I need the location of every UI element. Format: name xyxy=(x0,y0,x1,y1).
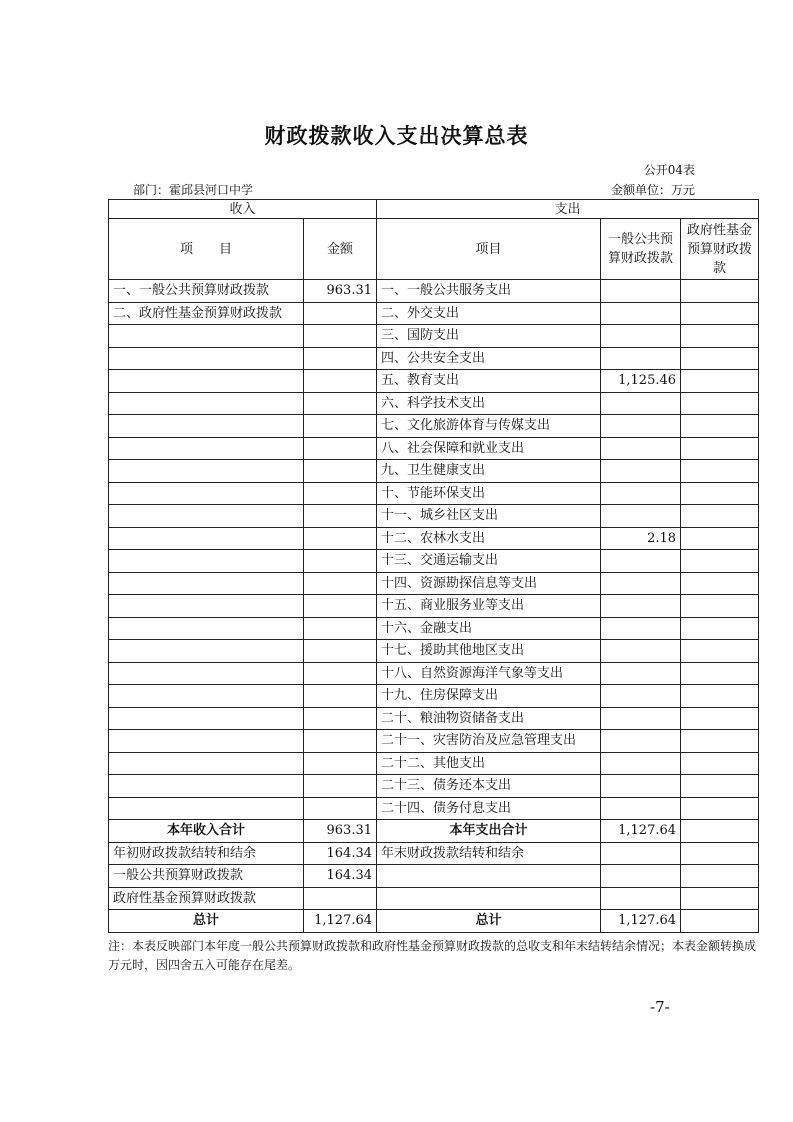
expense-item-cell: 十八、自然资源海洋气象等支出 xyxy=(377,662,601,685)
table-code: 公开04表 xyxy=(643,163,695,177)
income-amount-cell xyxy=(304,460,377,483)
carry-fund-value xyxy=(304,887,377,910)
income-amount-cell xyxy=(304,730,377,753)
expense-item-cell: 二十一、灾害防治及应急管理支出 xyxy=(377,730,601,753)
carry-general-label: 一般公共预算财政拨款 xyxy=(109,865,304,888)
income-total-label: 本年收入合计 xyxy=(109,820,304,843)
general-amount-cell xyxy=(601,280,681,303)
income-amount-cell xyxy=(304,527,377,550)
general-amount-cell xyxy=(601,730,681,753)
page-title: 财政拨款收入支出决算总表 xyxy=(264,123,529,148)
general-amount-cell xyxy=(601,550,681,573)
income-amount-cell xyxy=(304,662,377,685)
income-amount-cell xyxy=(304,415,377,438)
empty-cell xyxy=(377,865,601,888)
expense-item-cell: 一、一般公共服务支出 xyxy=(377,280,601,303)
column-header-row xyxy=(109,219,759,280)
section-header-row xyxy=(109,200,759,219)
table-row xyxy=(109,550,759,573)
general-amount-cell xyxy=(601,325,681,348)
general-amount-cell xyxy=(601,595,681,618)
income-total-value: 963.31 xyxy=(304,820,377,843)
table-row xyxy=(109,572,759,595)
general-amount-cell xyxy=(601,752,681,775)
table-row xyxy=(109,370,759,393)
fund-amount-cell xyxy=(681,617,759,640)
table-row xyxy=(109,460,759,483)
expense-total-fund xyxy=(681,820,759,843)
fund-amount-cell xyxy=(681,460,759,483)
general-amount-cell xyxy=(601,505,681,528)
general-amount-cell xyxy=(601,640,681,663)
general-amount-cell xyxy=(601,572,681,595)
income-amount-cell xyxy=(304,775,377,798)
table-row xyxy=(109,685,759,708)
income-item-cell xyxy=(109,617,304,640)
carry-end-fund xyxy=(681,842,759,865)
income-amount-cell xyxy=(304,505,377,528)
fund-amount-cell xyxy=(681,527,759,550)
empty-cell xyxy=(377,887,601,910)
carry-begin-row xyxy=(109,842,759,865)
table-row xyxy=(109,662,759,685)
income-amount-cell: 963.31 xyxy=(304,280,377,303)
income-item-cell xyxy=(109,662,304,685)
fund-amount-cell xyxy=(681,730,759,753)
income-item-cell xyxy=(109,415,304,438)
table-row xyxy=(109,280,759,303)
general-amount-cell xyxy=(601,482,681,505)
carry-fund-row xyxy=(109,887,759,910)
expense-item-cell: 二、外交支出 xyxy=(377,302,601,325)
table-row xyxy=(109,437,759,460)
expense-item-cell: 十、节能环保支出 xyxy=(377,482,601,505)
unit-label: 金额单位：万元 xyxy=(610,183,695,197)
general-amount-cell xyxy=(601,460,681,483)
fund-amount-cell xyxy=(681,550,759,573)
income-item-cell xyxy=(109,685,304,708)
table-row xyxy=(109,640,759,663)
general-amount-cell xyxy=(601,685,681,708)
expense-item-cell: 七、文化旅游体育与传媒支出 xyxy=(377,415,601,438)
general-amount-cell: 2.18 xyxy=(601,527,681,550)
carry-begin-value: 164.34 xyxy=(304,842,377,865)
grand-income-label: 总计 xyxy=(109,910,304,933)
income-item-cell xyxy=(109,347,304,370)
expense-item-cell: 十六、金融支出 xyxy=(377,617,601,640)
income-item-cell xyxy=(109,775,304,798)
general-amount-cell xyxy=(601,415,681,438)
carry-begin-label: 年初财政拨款结转和结余 xyxy=(109,842,304,865)
expense-total-label: 本年支出合计 xyxy=(377,820,601,843)
income-amount-header: 金额 xyxy=(304,219,377,280)
fund-amount-cell xyxy=(681,572,759,595)
general-amount-cell xyxy=(601,302,681,325)
fund-amount-cell xyxy=(681,347,759,370)
expense-item-cell: 十九、住房保障支出 xyxy=(377,685,601,708)
expense-item-cell: 九、卫生健康支出 xyxy=(377,460,601,483)
table-row xyxy=(109,617,759,640)
income-amount-cell xyxy=(304,595,377,618)
income-amount-cell xyxy=(304,347,377,370)
fund-amount-cell xyxy=(681,595,759,618)
fund-amount-cell xyxy=(681,370,759,393)
income-section-header: 收入 xyxy=(109,200,377,219)
expense-item-cell: 二十二、其他支出 xyxy=(377,752,601,775)
table-row xyxy=(109,595,759,618)
table-row xyxy=(109,415,759,438)
income-amount-cell xyxy=(304,437,377,460)
fund-amount-cell xyxy=(681,415,759,438)
table-row xyxy=(109,505,759,528)
fund-amount-cell xyxy=(681,662,759,685)
fund-amount-cell xyxy=(681,797,759,820)
income-amount-cell xyxy=(304,797,377,820)
expense-item-cell: 八、社会保障和就业支出 xyxy=(377,437,601,460)
expense-item-cell: 二十四、债务付息支出 xyxy=(377,797,601,820)
income-item-cell xyxy=(109,752,304,775)
income-amount-cell xyxy=(304,392,377,415)
income-item-cell: 二、政府性基金预算财政拨款 xyxy=(109,302,304,325)
general-amount-cell xyxy=(601,437,681,460)
table-row xyxy=(109,527,759,550)
income-amount-cell xyxy=(304,685,377,708)
table-row xyxy=(109,347,759,370)
expense-item-cell: 五、教育支出 xyxy=(377,370,601,393)
income-item-cell xyxy=(109,482,304,505)
income-item-cell xyxy=(109,392,304,415)
grand-expense-fund xyxy=(681,910,759,933)
empty-cell xyxy=(601,887,681,910)
page-number: -7- xyxy=(650,998,670,1016)
budget-table xyxy=(108,199,759,933)
table-row xyxy=(109,730,759,753)
income-item-cell xyxy=(109,707,304,730)
expense-item-cell: 十四、资源勘探信息等支出 xyxy=(377,572,601,595)
table-row xyxy=(109,797,759,820)
table-row xyxy=(109,325,759,348)
department-label: 部门：霍邱县河口中学 xyxy=(133,183,254,197)
expense-section-header: 支出 xyxy=(377,200,759,219)
carry-general-row xyxy=(109,865,759,888)
income-amount-cell xyxy=(304,707,377,730)
income-item-cell xyxy=(109,595,304,618)
general-budget-header: 一般公共预算财政拨款 xyxy=(601,219,681,280)
table-row xyxy=(109,482,759,505)
income-item-cell xyxy=(109,797,304,820)
table-row xyxy=(109,392,759,415)
empty-cell xyxy=(681,887,759,910)
fund-amount-cell xyxy=(681,437,759,460)
income-item-cell xyxy=(109,325,304,348)
fund-amount-cell xyxy=(681,325,759,348)
footnote: 注：本表反映部门本年度一般公共预算财政拨款和政府性基金预算财政拨款的总收支和年末结转结余情况；本表金额转换成万元时，因四舍五入可能存在尾差。 xyxy=(108,939,757,972)
general-amount-cell: 1,125.46 xyxy=(601,370,681,393)
table-row xyxy=(109,707,759,730)
income-item-cell xyxy=(109,730,304,753)
fund-amount-cell xyxy=(681,685,759,708)
expense-total-general: 1,127.64 xyxy=(601,820,681,843)
expense-item-cell: 十一、城乡社区支出 xyxy=(377,505,601,528)
total-row xyxy=(109,820,759,843)
expense-item-cell: 十三、交通运输支出 xyxy=(377,550,601,573)
income-amount-cell xyxy=(304,325,377,348)
fund-amount-cell xyxy=(681,280,759,303)
income-amount-cell xyxy=(304,482,377,505)
fund-amount-cell xyxy=(681,775,759,798)
fund-amount-cell xyxy=(681,482,759,505)
income-amount-cell xyxy=(304,302,377,325)
expense-item-cell: 十二、农林水支出 xyxy=(377,527,601,550)
expense-item-cell: 十七、援助其他地区支出 xyxy=(377,640,601,663)
table-row xyxy=(109,302,759,325)
income-amount-cell xyxy=(304,550,377,573)
income-amount-cell xyxy=(304,572,377,595)
grand-total-row xyxy=(109,910,759,933)
carry-end-general xyxy=(601,842,681,865)
income-item-cell: 一、一般公共预算财政拨款 xyxy=(109,280,304,303)
fund-budget-header: 政府性基金预算财政拨款 xyxy=(681,219,759,280)
carry-fund-label: 政府性基金预算财政拨款 xyxy=(109,887,304,910)
general-amount-cell xyxy=(601,797,681,820)
expense-item-cell: 二十三、债务还本支出 xyxy=(377,775,601,798)
expense-item-header: 项目 xyxy=(377,219,601,280)
general-amount-cell xyxy=(601,347,681,370)
income-item-cell xyxy=(109,550,304,573)
general-amount-cell xyxy=(601,775,681,798)
income-amount-cell xyxy=(304,752,377,775)
empty-cell xyxy=(601,865,681,888)
income-item-cell xyxy=(109,572,304,595)
general-amount-cell xyxy=(601,707,681,730)
income-item-cell xyxy=(109,370,304,393)
income-item-cell xyxy=(109,437,304,460)
grand-expense-label: 总计 xyxy=(377,910,601,933)
general-amount-cell xyxy=(601,617,681,640)
income-amount-cell xyxy=(304,640,377,663)
table-row xyxy=(109,752,759,775)
general-amount-cell xyxy=(601,392,681,415)
income-item-cell xyxy=(109,640,304,663)
expense-item-cell: 二十、粮油物资储备支出 xyxy=(377,707,601,730)
income-item-header: 项 目 xyxy=(109,219,304,280)
expense-item-cell: 四、公共安全支出 xyxy=(377,347,601,370)
fund-amount-cell xyxy=(681,392,759,415)
expense-item-cell: 三、国防支出 xyxy=(377,325,601,348)
table-row xyxy=(109,775,759,798)
grand-income-value: 1,127.64 xyxy=(304,910,377,933)
empty-cell xyxy=(681,865,759,888)
fund-amount-cell xyxy=(681,707,759,730)
carry-end-label: 年末财政拨款结转和结余 xyxy=(377,842,601,865)
fund-amount-cell xyxy=(681,505,759,528)
income-item-cell xyxy=(109,460,304,483)
income-amount-cell xyxy=(304,370,377,393)
grand-expense-value: 1,127.64 xyxy=(601,910,681,933)
income-amount-cell xyxy=(304,617,377,640)
fund-amount-cell xyxy=(681,640,759,663)
fund-amount-cell xyxy=(681,302,759,325)
expense-item-cell: 六、科学技术支出 xyxy=(377,392,601,415)
expense-item-cell: 十五、商业服务业等支出 xyxy=(377,595,601,618)
income-item-cell xyxy=(109,505,304,528)
income-item-cell xyxy=(109,527,304,550)
carry-general-value: 164.34 xyxy=(304,865,377,888)
fund-amount-cell xyxy=(681,752,759,775)
general-amount-cell xyxy=(601,662,681,685)
